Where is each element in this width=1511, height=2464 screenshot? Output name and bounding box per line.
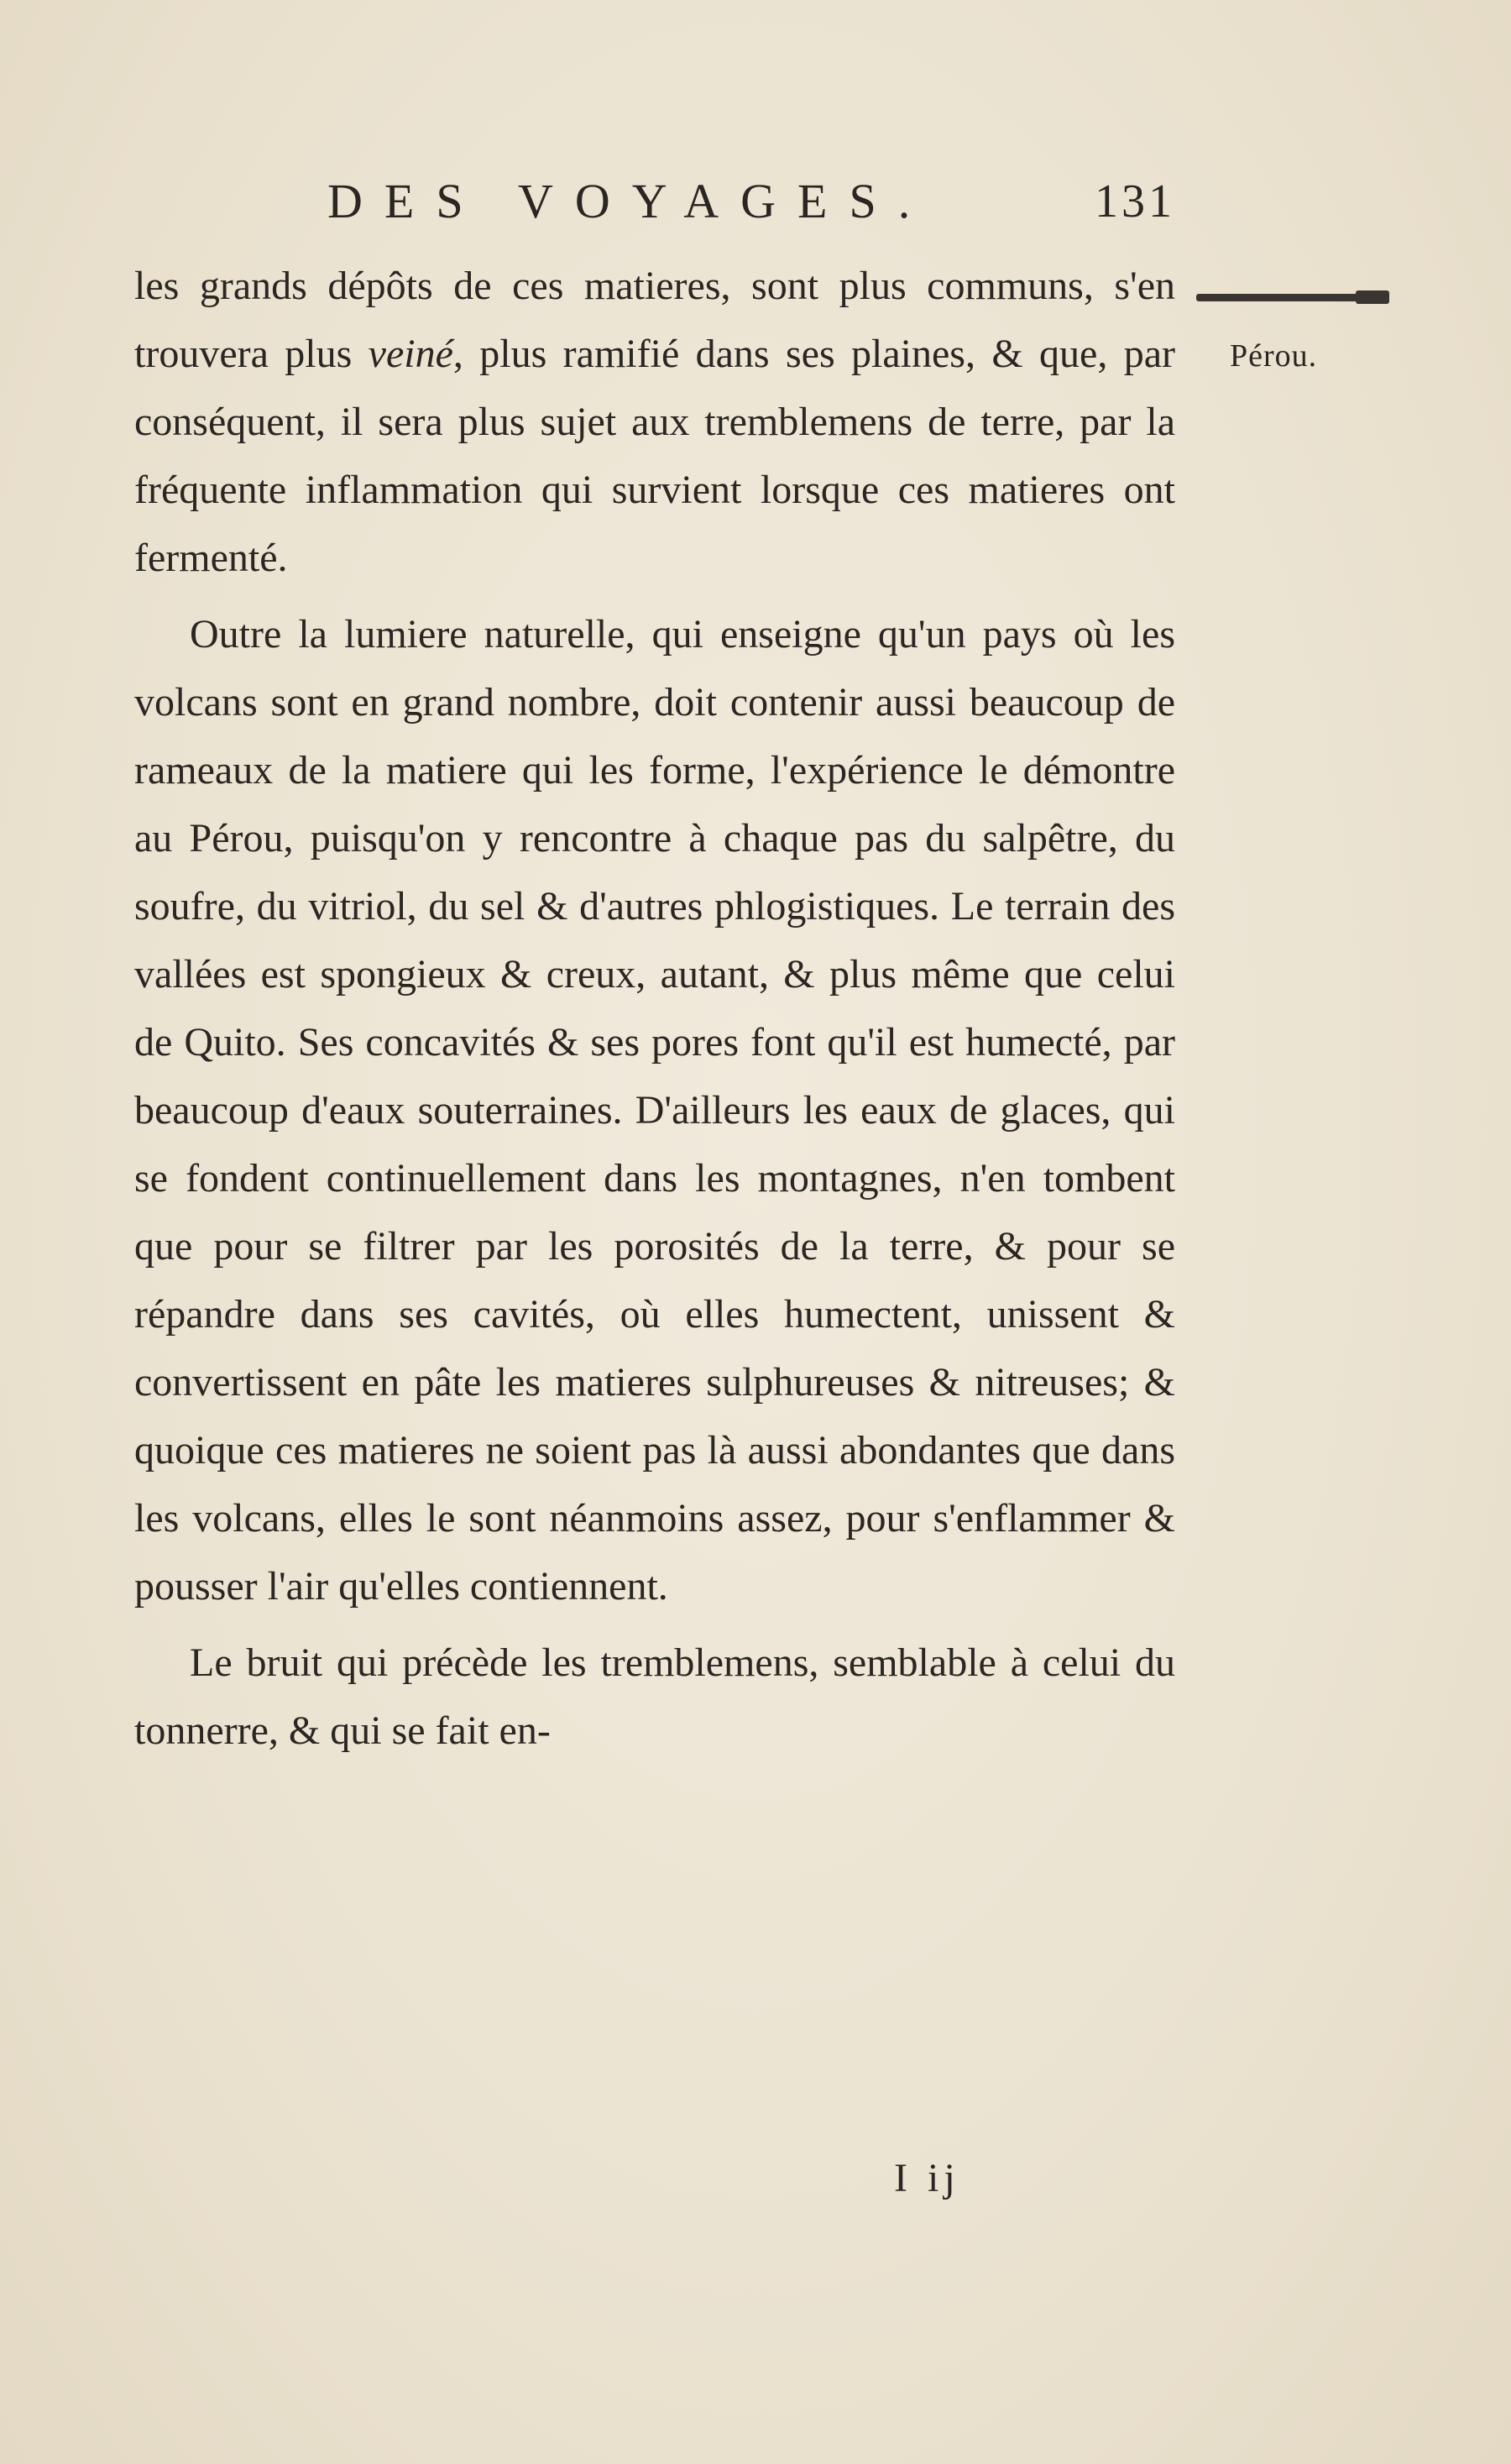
paragraph-1-emphasis: veiné <box>368 332 453 376</box>
running-title: DES VOYAGES. <box>327 174 933 228</box>
paragraph-3: Le bruit qui précède les tremblemens, semblable à celui du tonnerre, & qui se fait en- <box>134 1640 1175 1753</box>
page-number: 131 <box>1095 175 1175 228</box>
margin-ornament-rule <box>1196 294 1389 301</box>
running-head <box>134 172 1175 231</box>
paragraph-1-text-after: , plus ramifié dans ses plaines, & que, par conséquent, il sera plus sujet aux tremblemens de terre, par la fréquente inflammation qui survient lorsque ces matieres ont fermenté. <box>134 332 1175 580</box>
paragraph-1 <box>134 252 1175 592</box>
paragraph-2: Outre la lumiere naturelle, qui enseigne qu'un pays où les volcans sont en grand nombre, doit contenir aussi beaucoup de rameaux de la matiere qui les forme, l'expérience le démontre au Pérou, puisqu'on y rencontre à chaque pas du salpêtre, du soufre, du vitriol, du sel & d'autres phlogistiques. Le terrain des vallées est spongieux & creux, autant, & plus même que celui de Quito. Ses concavités & ses pores font qu'il est humecté, par beaucoup d'eaux souterraines. D'ailleurs les eaux de glaces, qui se fondent continuellement dans les montagnes, n'en tombent que pour se filtrer par les porosités de la terre, & pour se répandre dans ses cavités, où elles humectent, unissent & convertissent en pâte les matieres sulphureuses & nitreuses; & quoique ces matieres ne soient pas là aussi abondantes que dans les volcans, elles le sont néanmoins assez, pour s'enflammer & pousser l'air qu'elles contiennent. <box>134 612 1175 1609</box>
paragraph-1-text-before: les grands dépôts de ces matieres, sont plus communs, s'en trouvera plus <box>134 264 1175 376</box>
margin-note: Pérou. <box>1230 338 1318 374</box>
signature-mark: I ij <box>894 2156 960 2200</box>
body-text <box>134 252 1175 1765</box>
